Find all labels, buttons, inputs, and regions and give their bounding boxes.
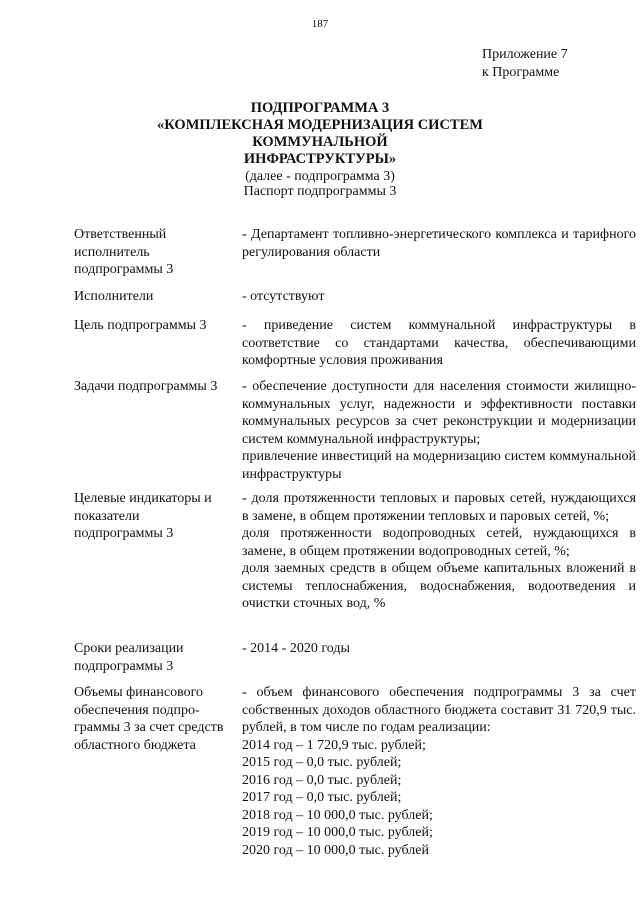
appendix-line-2: к Программе: [482, 65, 560, 80]
label-line: Целевые индикаторы и: [74, 491, 212, 506]
label-line: Исполнители: [74, 289, 154, 304]
label-line: подпрограммы 3: [74, 526, 174, 541]
label-line: подпрограммы 3: [74, 262, 174, 277]
label-line: показатели: [74, 508, 140, 524]
year-funding-line: 2017 год – 0,0 тыс. рублей;: [242, 790, 402, 805]
year-funding-line: 2015 год – 0,0 тыс. рублей;: [242, 755, 402, 770]
label-line: граммы 3 за счет средств: [74, 720, 224, 735]
value-paragraph: - приведение систем коммунальной инфраструктуры в соответствие со стандартами качества, обеспечивающими комфортные условия проживания: [242, 318, 636, 368]
row-label: [74, 684, 234, 754]
value-paragraph: - 2014 - 2020 годы: [242, 641, 350, 656]
value-paragraph: - объем финансового обеспечения подпрограммы 3 за счет собственных доходов областного бюджета составит 31 720,9 тыс. рублей, в том числе по годам реализации:: [242, 685, 636, 735]
label-line: Задачи подпрограммы 3: [74, 379, 218, 394]
page-number: 187: [311, 18, 329, 30]
passport-heading: Паспорт подпрограммы 3: [243, 184, 397, 199]
appendix-line-1: Приложение 7: [482, 47, 568, 62]
row-label: [74, 317, 234, 335]
row-label: [74, 288, 234, 306]
value-paragraph: доля протяженности водопроводных сетей, нуждающихся в замене, в общем протяжении водопроводных сетей, %;: [242, 526, 636, 559]
value-paragraph: - обеспечение доступности для населения стоимости жилищно-коммунальных услуг, надежности и эффективности поставки коммунальных ресурсов за счет реконструкции и модернизации систем коммунальной инфраструктуры;: [242, 379, 636, 447]
row-value: [242, 490, 636, 613]
label-line: Ответственный: [74, 227, 167, 242]
year-funding-line: 2016 год – 0,0 тыс. рублей;: [242, 772, 402, 788]
row-value: [242, 684, 636, 859]
label-line: Объемы финансового: [74, 685, 203, 700]
value-paragraph: доля заемных средств в общем объеме капитальных вложений в системы теплоснабжения, водоснабжения, водоотведения и очистки сточных вод, %: [242, 561, 636, 611]
label-line: Цель подпрограммы 3: [74, 318, 207, 333]
title-subtitle: (далее - подпрограмма 3): [245, 169, 395, 184]
value-paragraph: привлечение инвестиций на модернизацию систем коммунальной инфраструктуры: [242, 449, 636, 482]
row-value: [242, 640, 636, 658]
year-funding-line: 2014 год – 1 720,9 тыс. рублей;: [242, 737, 426, 753]
row-label: [74, 640, 234, 675]
year-funding-line: 2020 год – 10 000,0 тыс. рублей: [242, 842, 429, 858]
value-paragraph: - отсутствуют: [242, 289, 325, 304]
row-label: [74, 490, 234, 543]
title-line-1: ПОДПРОГРАММА 3: [250, 100, 390, 116]
value-paragraph: - доля протяженности тепловых и паровых сетей, нуждающихся в замене, в общем протяжении тепловых и паровых сетей, %;: [242, 491, 636, 524]
label-line: подпрограммы 3: [74, 658, 174, 674]
title-line-3: ИНФРАСТРУКТУРЫ»: [243, 151, 397, 167]
year-funding-line: 2018 год – 10 000,0 тыс. рублей;: [242, 807, 433, 823]
row-label: [74, 226, 234, 279]
label-line: Сроки реализации: [74, 641, 184, 656]
year-funding-line: 2019 год – 10 000,0 тыс. рублей;: [242, 825, 433, 840]
row-value: [242, 288, 636, 306]
label-line: областного бюджета: [74, 737, 196, 753]
appendix-note: [482, 46, 568, 82]
row-value: [242, 226, 636, 261]
value-paragraph: - Департамент топливно-энергетического комплекса и тарифного регулирования области: [242, 227, 636, 260]
title-line-2: «КОМПЛЕКСНАЯ МОДЕРНИЗАЦИЯ СИСТЕМ КОММУНАЛЬНОЙ: [157, 117, 483, 150]
row-value: [242, 378, 636, 483]
label-line: обеспечения подпро-: [74, 702, 200, 718]
document-title: [90, 100, 550, 186]
row-value: [242, 317, 636, 370]
row-label: [74, 378, 234, 396]
label-line: исполнитель: [74, 244, 150, 260]
